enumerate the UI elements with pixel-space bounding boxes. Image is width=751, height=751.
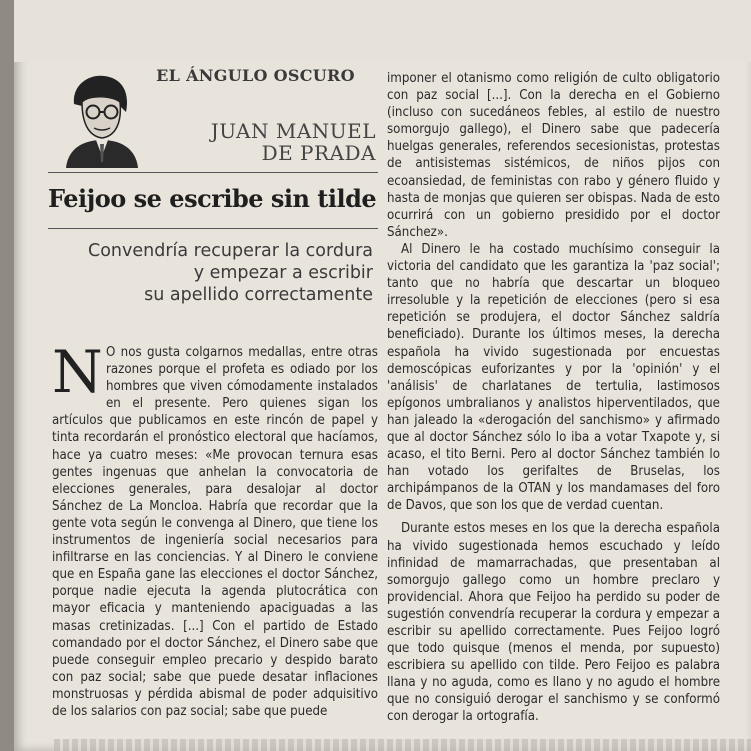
headline-bottom-rule bbox=[48, 228, 378, 229]
body-paragraph: Al Dinero le ha costado muchísimo conseguir la victoria del candidato que les garantiza la 'paz social'; tanto que no habría que descartar un bloqueo irresoluble y la repetición de elecciones (pero si esa repetición se produjera, el doctor Sánchez saldría beneficiado). Durante los últimos meses, la derecha española ha vivido sugestionada por encuestas demoscópicas euforizantes y por la 'opinión' y el 'análisis' de charlatanes de tertulia, lastimosos epígonos umbralianos y analistos hiperventilados, que han jaleado la «derogación del sanchismo» y afirmado que al doctor Sánchez sólo lo iba a votar Txapote y, si acaso, el tito Berni. Pero al doctor Sánchez también lo han votado los gerifaltes de Bruselas, los archipámpanos de la OTAN y los mandamases del foro de Davos, que son los que de verdad cuentan. bbox=[387, 241, 720, 514]
body-paragraph: imponer el otanismo como religión de culto obligatorio con paz social [...]. Con la derecha en el Gobierno (incluso con sucedáneos febles, al estilo de nuestro somorgujo gallego), el Dinero sabe que padecería huelgas generales, referendos secesionistas, protestas de antisistemas sistémicos, de niños pijos con ecoansiedad, de feministas con rabo y género fluido y hasta de monjas que quieren ser obispas. Nada de esto ocurrirá con un gobierno presidido por el doctor Sánchez». bbox=[387, 71, 720, 240]
section-label: EL ÁNGULO OSCURO bbox=[156, 66, 355, 85]
author-portrait-illustration bbox=[60, 72, 142, 168]
author-last-name: DE PRADA bbox=[261, 141, 376, 165]
subhead-line-1: Convendría recuperar la cordura bbox=[87, 241, 373, 261]
body-paragraph: Durante estos meses en los que la derecha española ha vivido sugestionada hemos escuchado y leído infinidad de mamarrachadas, que presentaban al somorgujo gallego como un hombre preclaro y providencial. Ahora que Feijoo ha perdido su poder de sugestión convendría recuperar la cordura y empezar a escribir su apellido correctamente. Pues Feijoo logró que todo quisque (menos el menda, por supuesto) escribiera su apellido con tilde. Pero Feijoo es palabra llana y no aguda, como es llano y no agudo el hombre que no consiguió derogar el sanchismo y se conformó con derogar la ortografía. bbox=[387, 521, 720, 725]
subhead-line-3: su apellido correctamente bbox=[144, 285, 373, 305]
next-column-text-fragment bbox=[54, 739, 751, 751]
article-subheadline bbox=[60, 240, 373, 306]
page-top-margin bbox=[14, 0, 751, 62]
article-body-right-column bbox=[387, 70, 720, 726]
subhead-line-2: y empezar a escribir bbox=[193, 263, 373, 283]
author-byline bbox=[176, 120, 376, 164]
drop-cap: N bbox=[52, 338, 103, 406]
headline-top-rule bbox=[48, 172, 378, 173]
article-headline: Feijoo se escribe sin tilde bbox=[48, 184, 377, 213]
author-first-name: JUAN MANUEL bbox=[210, 119, 376, 143]
body-paragraph: O nos gusta colgarnos medallas, entre otras razones porque el profeta es odiado por los hombres que viven cómodamente instalados en el presente. Pero quienes sigan los artículos que publicamos en este rincón de papel y tinta recordarán el pronóstico electoral que hacíamos, hace ya cuatro meses: «Me provocan ternura esas gentes ingenuas que anhelan la convocatoria de elecciones generales, para desalojar al doctor Sánchez de La Moncloa. Habría que recordar que la gente vota según le convenga al Dinero, que tiene los instrumentos de ingeniería social necesarios para infiltrarse en las conciencias. Y al Dinero le conviene que en España gane las elecciones el doctor Sánchez, porque nadie ejecuta la agenda plutocrática con mayor eficacia y manteniendo apaciguadas a las masas cretinizadas. [...] Con el partido de Estado comandado por el doctor Sánchez, el Dinero sabe que puede conseguir empleo precario y despido barato con paz social; sabe que puede desatar inflaciones monstruosas y pérdida abismal de poder adquisitivo de los salarios con paz social; sabe que puede bbox=[52, 345, 378, 719]
article-body-left-column bbox=[52, 338, 378, 720]
